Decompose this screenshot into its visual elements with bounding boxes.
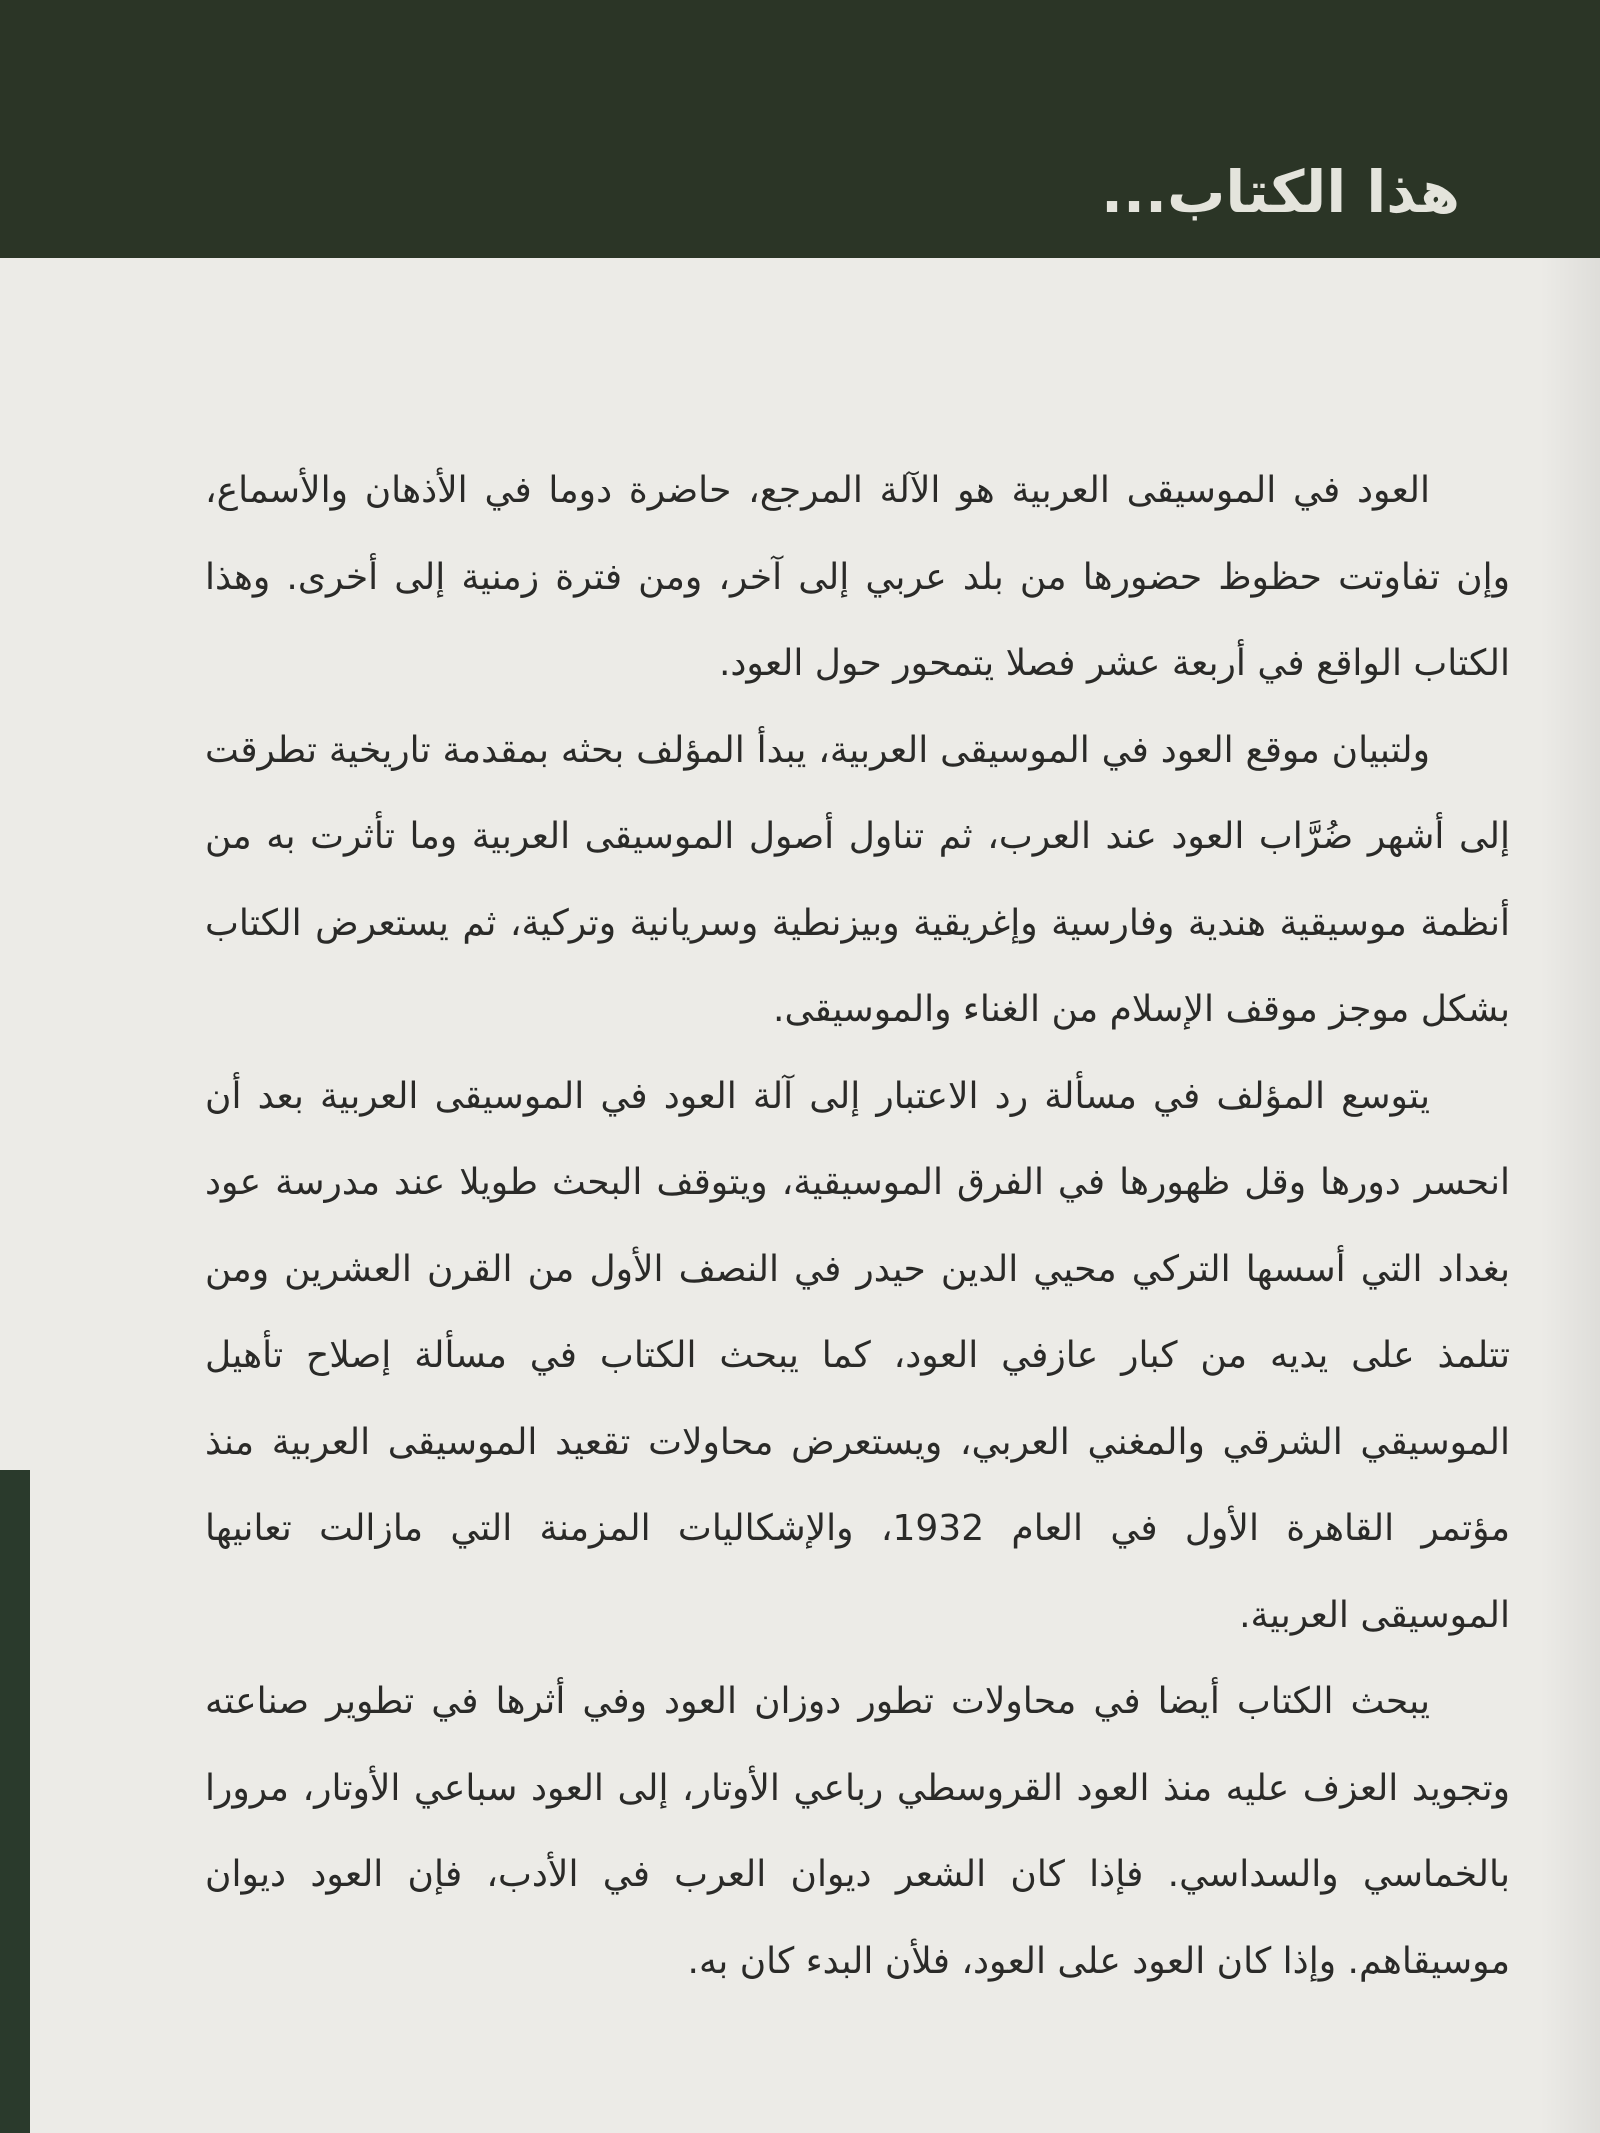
paragraph-3: يتوسع المؤلف في مسألة رد الاعتبار إلى آلة العود في الموسيقى العربية بعد أن انحسر دورها وقل ظهورها في الفرق الموسيقية، ويتوقف البحث طويلا عند مدرسة عود بغداد التي أسسها التركي محيي الدين حيدر في النصف الأول من القرن العشرين ومن تتلمذ على يديه من كبار عازفي العود، كما يبحث الكتاب في مسألة إصلاح تأهيل الموسيقي الشرقي والمغني العربي، ويستعرض محاولات تقعيد الموسيقى العربية منذ مؤتمر القاهرة الأول في العام 1932، والإشكاليات المزمنة التي مازالت تعانيها الموسيقى العربية. bbox=[205, 1075, 1510, 1636]
paragraph-4: يبحث الكتاب أيضا في محاولات تطور دوزان العود وفي أثرها في تطوير صناعته وتجويد العزف عليه منذ العود القروسطي رباعي الأوتار، إلى العود سباعي الأوتار، مرورا بالخماسي والسداسي. فإذا كان الشعر ديوان العرب في الأدب، فإن العود ديوان موسيقاهم. وإذا كان العود على العود، فلأن البدء كان به. bbox=[205, 1681, 1510, 1982]
spine-strip bbox=[0, 1470, 30, 2133]
header-title: هذا الكتاب... bbox=[1100, 158, 1460, 226]
blurb-text bbox=[205, 448, 1510, 2005]
page-shadow bbox=[1540, 258, 1600, 2133]
paragraph-1: العود في الموسيقى العربية هو الآلة المرجع، حاضرة دوما في الأذهان والأسماع، وإن تفاوتت حظوظ حضورها من بلد عربي إلى آخر، ومن فترة زمنية إلى أخرى. وهذا الكتاب الواقع في أربعة عشر فصلا يتمحور حول العود. bbox=[205, 470, 1510, 684]
paragraph-2: ولتبيان موقع العود في الموسيقى العربية، يبدأ المؤلف بحثه بمقدمة تاريخية تطرقت إلى أشهر ضُرَّاب العود عند العرب، ثم تناول أصول الموسيقى العربية وما تأثرت به من أنظمة موسيقية هندية وفارسية وإغريقية وبيزنطية وسريانية وتركية، ثم يستعرض الكتاب بشكل موجز موقف الإسلام من الغناء والموسيقى. bbox=[205, 729, 1510, 1030]
